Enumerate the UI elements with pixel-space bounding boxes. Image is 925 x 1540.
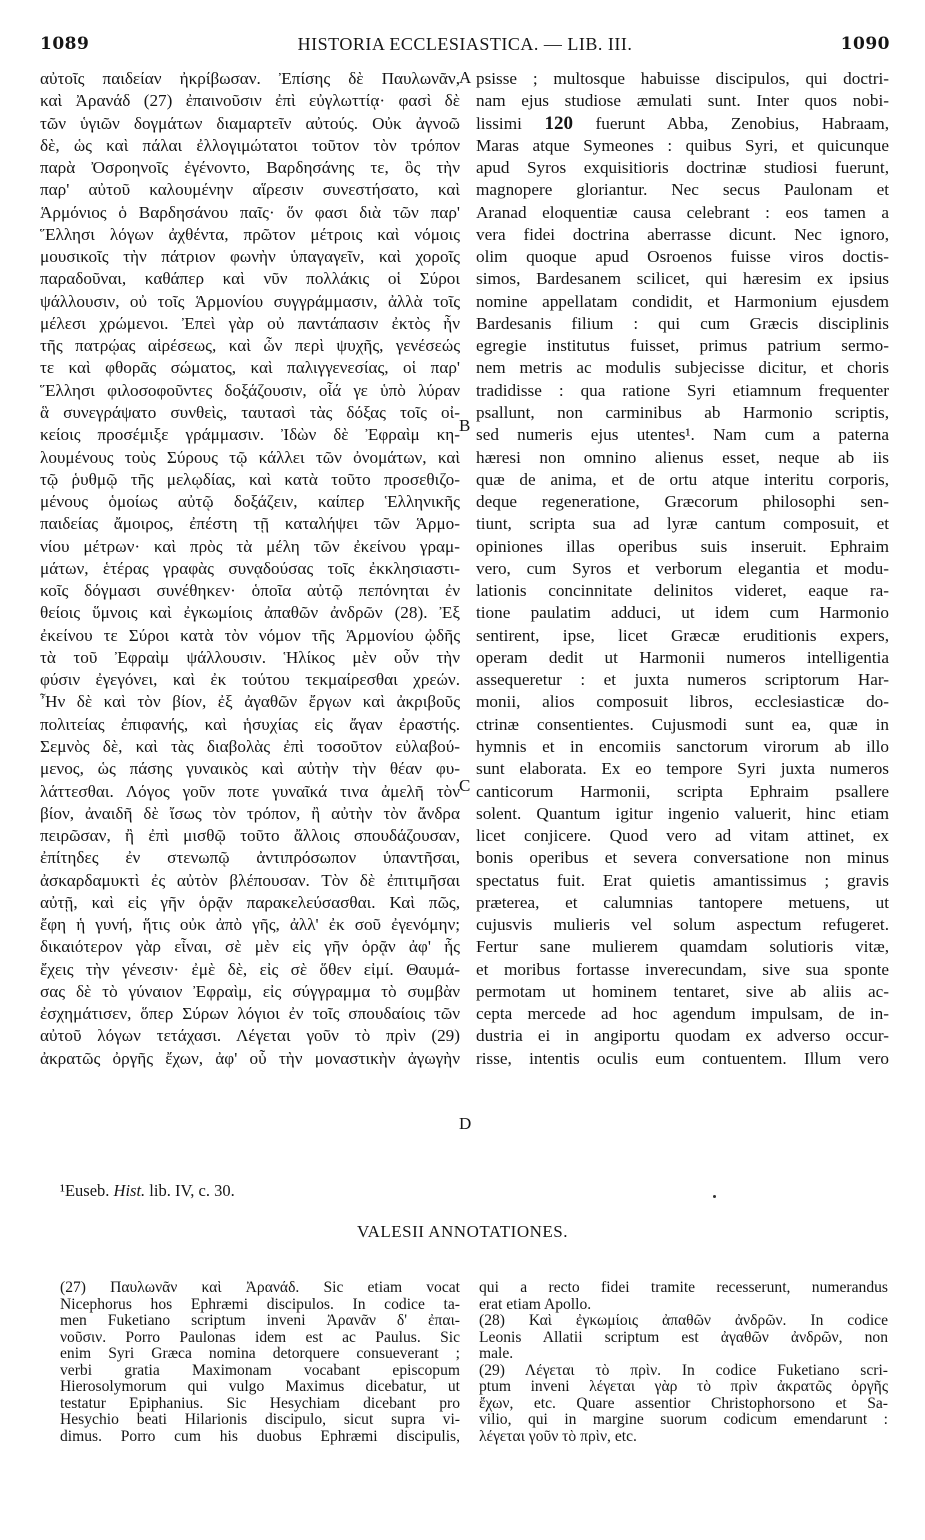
latin-line-with-column-number xyxy=(476,113,889,135)
greek-line: αὐτῇ, καὶ εἰς γῆν ὁρᾷν παρακελεύσασθαι. Καὶ πῶς, xyxy=(40,892,460,912)
annotation-line: (28) Καὶ ἐγκωμίοις ἀπαθῶν ἀνδρῶν. In codice xyxy=(479,1313,888,1329)
latin-line: ctrinæ consentientes. Cujusmodi sunt ea, quæ in xyxy=(476,714,889,734)
greek-line: ἃ συνεγράψατο συνθεὶς, ταυτασὶ τὰς δόξας τοῖς οἰ- xyxy=(40,402,460,422)
annotation-line: ἔχων, etc. Quare assentior Christophorsono et Sa- xyxy=(479,1395,888,1412)
latin-line: vera fidei doctrina aberrasse dicunt. Nec ignoro, xyxy=(476,224,889,244)
greek-column xyxy=(40,68,460,1070)
annotations-right-column xyxy=(479,1280,888,1445)
annotation-line: enim Syri Græca nomina detorquere consueverant ; xyxy=(60,1346,460,1362)
latin-line: vero, cum Syros et verborum elegantia et modu- xyxy=(476,558,889,578)
latin-line: Fertur sane mulierem quamdam solutioris vitæ, xyxy=(476,937,889,957)
margin-marker-d: D xyxy=(459,1114,472,1133)
greek-line: τε καὶ φθορᾶς σώματος, καὶ παλιγγενεσίας, οἱ παρ' xyxy=(40,358,460,378)
latin-column xyxy=(476,68,889,1070)
margin-marker-a: A xyxy=(459,68,472,87)
greek-line: ψάλλουσιν, οὐ τοῖς Ἁρμονίου συγγράμμασιν, ἀλλὰ τοῖς xyxy=(40,291,460,311)
latin-line: assequeretur : et juxta numeros scriptorum Har- xyxy=(476,670,889,690)
latin-line: permotam ut hominem tentaret, sive ab aliis ac- xyxy=(476,981,889,1001)
greek-line: φύσιν ἐγεγόνει, καὶ ἐκ τούτου τεκμαίρεσθαι χρεών. xyxy=(40,670,460,690)
greek-line: αὐτοῦ λόγων τετάχασι. Λέγεται γοῦν τὸ πρὶν (29) xyxy=(40,1026,460,1046)
annotation-line: verbi gratia Maximonam vocabant episcopum xyxy=(60,1362,460,1379)
greek-line: Ἦν δὲ καὶ τὸν βίον, ἐξ ἀγαθῶν ἔργων καὶ ἀκριβοῦς xyxy=(40,692,460,712)
greek-line: Σεμνὸς δὲ, καὶ τὰς διαβολὰς ἐπὶ τοσοῦτον εὐλαβού- xyxy=(40,736,460,756)
annotation-line: Hesychio beati Hilarionis discipulo, sicut supra vi- xyxy=(60,1412,460,1428)
annotation-line: Nicephorus hos Ephræmi discipulos. In codice ta- xyxy=(60,1296,460,1313)
greek-line: παρ' αὐτοῦ καλουμένην αἵρεσιν συνεστήσατο, καὶ xyxy=(40,180,460,200)
latin-line: bonis operibus et severa conversatione non minus xyxy=(476,848,889,868)
annotation-line: vilio, qui in margine suorum codicum emendarunt : xyxy=(479,1412,888,1428)
greek-line: παρὰ Ὀσροηνοῖς ἐγένοντο, Βαρδησάνης τε, ὃς τὴν xyxy=(40,158,460,178)
latin-line: præterea, et calumnias tantopere metuens, ut xyxy=(476,892,889,912)
footnote-mark: ¹ xyxy=(60,1181,65,1200)
greek-line: σας δὲ τὸ γύναιον Ἐφραὶμ, εἰς σύγγραμμα τὸ συμβὰν xyxy=(40,981,460,1001)
footnote-author: Euseb. xyxy=(64,1181,110,1200)
latin-line: Aranad eloquentiæ causa celebrant : eos tamen a xyxy=(476,202,889,222)
latin-line: solent. Quantum igitur ingenio valuerit, hinc etiam xyxy=(476,803,889,823)
footnote xyxy=(60,1181,235,1201)
latin-line: tradidisse : qua ratione Syri etiamnum frequenter xyxy=(476,380,889,400)
page-number-right: 1090 xyxy=(840,34,890,54)
latin-line-part: fuerunt Abba, Zenobius, Habraam, xyxy=(595,113,889,133)
greek-line: ἀκρατῶς ὀργῆς ἔχων, ἀφ' οὗ τὴν μοναστικὴν ἀγωγὴν xyxy=(40,1048,460,1068)
greek-line: κείοις προσέμιξε γράμμασιν. Ἰδὼν δὲ Ἐφραὶμ κη- xyxy=(40,425,460,445)
latin-line: simos, Bardesanem scilicet, qui hæresim ex ipsius xyxy=(476,269,889,289)
annotation-line: νοῦσιν. Porro Paulonas idem est ac Paulus. Sic xyxy=(60,1329,460,1346)
greek-line: τὰ τοῦ Ἐφραὶμ ψάλλουσιν. Ἡλίκος μὲν οὖν τὴν xyxy=(40,647,460,667)
margin-marker-c: C xyxy=(459,776,471,795)
latin-line: opiniones illas operibus suis inseruit. Ephraim xyxy=(476,536,889,556)
margin-marker-b: B xyxy=(459,416,471,435)
latin-line: nam ejus studiose æmulati sunt. Inter quos nobi- xyxy=(476,91,889,111)
annotation-line: qui a recto fidei tramite recesserunt, numerandus xyxy=(479,1280,888,1296)
greek-line: ἐπίτηδες ἐν στενωπῷ ἀντιπρόσωπον ὑπαντῆσαι, xyxy=(40,848,460,868)
annotation-line: men Fuketiano scriptum inveni Ἀρανᾶν δ' ἐπαι- xyxy=(60,1313,460,1329)
greek-line: ἀσκαρδαμυκτὶ ἐς αὐτὸν βλέπουσαν. Τὸν δὲ ἐπιτιμῆσαι xyxy=(40,870,460,890)
greek-line: Ἕλλησι φιλοσοφοῦντες δοξάζουσιν, οἷά γε ὑπὸ λύραν xyxy=(40,380,460,400)
annotation-line: λέγεται γοῦν τὸ πρὶν, etc. xyxy=(479,1428,637,1445)
latin-line: nomine appellatam condidit, et Harmonium ejusdem xyxy=(476,291,889,311)
greek-line: πολιτείας ἐπιφανής, καὶ ἡσυχίας εἰς ἄγαν ἐραστής. xyxy=(40,714,460,734)
latin-line: monii, alios composuit libros, ecclesiasticæ do- xyxy=(476,692,889,712)
annotation-line: dimus. Porro cum his duobus Ephræmi discipulis, xyxy=(60,1428,460,1445)
greek-line: μέλεσι χρώμενοι. Ἐπεὶ γὰρ οὐ παντάπασιν ἐκτὸς ἦν xyxy=(40,313,460,333)
annotation-line: (27) Παυλωνᾶν καὶ Ἀρανάδ. Sic etiam vocat xyxy=(60,1280,460,1296)
latin-line: deque regeneratione, Græcorum philosophi sen- xyxy=(476,492,889,512)
latin-line: Maras atque Symeones : quibus Syri, et quicunque xyxy=(476,135,889,155)
greek-line: μενος, ὡς πάσης γυναικὸς καὶ αὐτὴν τὴν θέαν φυ- xyxy=(40,759,460,779)
greek-line: αὐτοῖς παιδείαν ἠκρίβωσαν. Ἐπίσης δὲ Παυλωνᾶν, xyxy=(40,69,460,88)
greek-line: λάττεσθαι. Λόγος γοῦν ποτε γυναῖκά τινα ἀμελῆ τὸν xyxy=(40,781,460,801)
section-title: VALESII ANNOTATIONES. xyxy=(357,1222,568,1241)
latin-line: sentirent, ipse, licet Græcæ eruditionis expers, xyxy=(476,625,889,645)
latin-line: risse, intentis oculis eum contuentem. Illum vero xyxy=(476,1048,889,1068)
greek-line: πειρῶσαν, ἢ ἐπὶ μισθῷ τοῦτο ἄλλοις σπουδάζουσαν, xyxy=(40,826,460,846)
footnote-work: Hist. xyxy=(113,1181,146,1200)
greek-line: λουμένους τοὺς Σύρους τῷ κάλλει τῶν ὀνομάτων, καὶ xyxy=(40,447,460,467)
annotation-line: Leonis Allatii scriptum est ἀγαθῶν ἀνδρῶν, non xyxy=(479,1329,888,1346)
stray-dot xyxy=(713,1195,716,1198)
greek-line: τῷ ῥυθμῷ τῆς μελῳδίας, καὶ κατὰ τοῦτο προσεθιζο- xyxy=(40,469,460,489)
greek-line: Ἕλλησι λόγων ἀχθέντα, πρῶτον μέτροις καὶ νόμοις xyxy=(40,224,460,244)
greek-line: Ἁρμόνιος ὁ Βαρδησάνου παῖς· ὅν φασι διὰ τῶν παρ' xyxy=(40,202,460,222)
latin-line: lationis concinnitate delinitos videret, eaque ra- xyxy=(476,581,889,601)
annotation-line: male. xyxy=(479,1346,514,1362)
greek-line: δὲ, ὡς καὶ πάλαι ἐλλογιμώτατοι τοῦτον τὸν τρόπον xyxy=(40,135,460,155)
latin-line: canticorum Harmonii, scripta Ephraim psallere xyxy=(476,781,889,801)
latin-line: psallunt, non carminibus ab Harmonio scriptis, xyxy=(476,402,889,422)
greek-line: κοῖς δόγμασι συνέθηκεν· ὁποῖα αὐτῷ πεπόνηται ἐν xyxy=(40,581,460,601)
column-number-120: 120 xyxy=(544,112,573,134)
latin-line: psisse ; multosque habuisse discipulos, qui doctri- xyxy=(476,69,889,88)
greek-line: ἔφη ἡ γυνή, ἥτις οὐκ ἀπὸ γῆς, ἀλλ' ἐκ σοῦ ἐγενόμην; xyxy=(40,915,460,935)
annotation-line: (29) Λέγεται τὸ πρὶν. In codice Fuketiano scri- xyxy=(479,1362,888,1379)
latin-line: Bardesanis filium : qui cum Græcis disciplinis xyxy=(476,313,889,333)
greek-line: μάτων, ἑτέρας γραφὰς συνᾳδούσας τοῖς ἐκκλησιαστι- xyxy=(40,558,460,578)
greek-line: ἐκείνου τε Σύροι κατὰ τὸν νόμον τῆς Ἁρμονίου ᾠδῆς xyxy=(40,625,460,645)
greek-line: νίου μέτρων· καὶ πρὸς τὰ μέλη τῶν ἐκείνου γραμ- xyxy=(40,536,460,556)
greek-line: δικαιότερον γὰρ εἶναι, σὲ μὲν εἰς γῆν ὁρᾷν ἀφ' ἧς xyxy=(40,937,460,957)
latin-line: dustria ei in angiportu quodam ex adverso occur- xyxy=(476,1026,889,1046)
latin-line: apud Syros exquisitioris doctrinæ studiosi fuerunt, xyxy=(476,158,889,178)
latin-line: olim quoque apud Osroenos fuisse viros doctis- xyxy=(476,247,889,267)
annotations-left-column xyxy=(60,1280,460,1445)
annotation-line: erat etiam Apollo. xyxy=(479,1296,592,1313)
greek-line: τῶν ὑγιῶν δογμάτων διαμαρτεῖν αὐτούς. Οὐκ ἀγνοῶ xyxy=(40,113,460,133)
greek-line: καὶ Ἀρανάδ (27) ἐπαινοῦσιν ἐπὶ εὐγλωττίᾳ· φασὶ δὲ xyxy=(40,91,460,111)
latin-line: cepta mercede ad hoc agendum impulsam, de in- xyxy=(476,1004,889,1024)
latin-line: quæ de anima, et de ortu atque interitu corporis, xyxy=(476,469,889,489)
latin-line: sed numeris ejus utentes¹. Nam cum a paterna xyxy=(476,425,889,445)
greek-line: τῆς πατρῴας αἱρέσεως, καὶ ὧν περὶ ψυχῆς, γενέσεώς xyxy=(40,336,460,356)
greek-line: ἐσχημάτισεν, ὅπερ Σύρων λόγιοι ἐν τοῖς σπουδαίοις τῶν xyxy=(40,1004,460,1024)
latin-line: operam dedit ut Harmonii numeros intelligentia xyxy=(476,647,889,667)
latin-line: hymnis et in encomiis sanctorum virorum ab illo xyxy=(476,736,889,756)
annotation-line: Hierosolymorum qui vulgo Maximus dicebatur, ut xyxy=(60,1379,460,1395)
latin-line: cujusvis mulieris vel solum aspectum refugeret. xyxy=(476,915,889,935)
latin-line: hæresi non omnino alienus esset, neque ab iis xyxy=(476,447,889,467)
latin-line-part: lissimi xyxy=(476,113,522,133)
latin-line: licet conjicere. Quod vero ad vitam attinet, ex xyxy=(476,826,889,846)
latin-line: tiunt, scripta sua ad lyræ cantum composuit, et xyxy=(476,514,889,534)
latin-line: nem metris ac modulis subjecisse dicitur, et choris xyxy=(476,358,889,378)
latin-line: tione paulatim adduci, ut idem cum Harmonio xyxy=(476,603,889,623)
greek-line: ἔχεις τὴν γένεσιν· ἐμὲ δὲ, εἰς σὲ ὅθεν εἰμί. Θαυμά- xyxy=(40,959,460,979)
greek-line: παιδείας ἄμοιρος, ἐπέστη τῇ καταλήψει τῶν Ἁρμο- xyxy=(40,514,460,534)
running-title: HISTORIA ECCLESIASTICA. — LIB. III. xyxy=(297,34,633,54)
latin-line: magnopere gloriantur. Nec secus Paulonam et xyxy=(476,180,889,200)
page-number-left: 1089 xyxy=(40,34,90,54)
greek-line: μένους ὁμοίως αὐτῷ δοξάζειν, καίπερ Ἑλληνικῆς xyxy=(40,492,460,512)
page-header xyxy=(40,34,890,58)
latin-line: egregie institutus fuisset, primus patrium sermo- xyxy=(476,336,889,356)
greek-line: θείοις ὕμνοις καὶ ἐγκωμίοις ἀπαθῶν ἀνδρῶν (28). Ἐξ xyxy=(40,603,460,623)
annotation-line: ptum inveni λέγεται γὰρ τὸ πρὶν ἀκρατῶς ὀργῆς xyxy=(479,1379,888,1395)
annotation-line: testatur Epiphanius. Sic Hesychiam dicebant pro xyxy=(60,1395,460,1412)
greek-line: βίον, ἀναιδῆ δὲ ἴσως τὸν τρόπον, ἢ αὐτὴν τὸν ἄνδρα xyxy=(40,803,460,823)
latin-line: sunt elaborata. Ex eo tempore Syri juxta numeros xyxy=(476,759,889,779)
greek-line: μουσικοῖς τὴν πάτριον φωνὴν ὑπαγαγεῖν, καὶ χοροῖς xyxy=(40,247,460,267)
latin-line: et moribus fortasse inverecundam, sive sua sponte xyxy=(476,959,889,979)
latin-line: spectatus fuit. Erat quietis amantissimus ; gravis xyxy=(476,870,889,890)
footnote-reference: lib. IV, c. 30. xyxy=(149,1181,235,1200)
greek-line: παραδοῦναι, καθάπερ καὶ νῦν πολλάκις οἱ Σύροι xyxy=(40,269,460,289)
